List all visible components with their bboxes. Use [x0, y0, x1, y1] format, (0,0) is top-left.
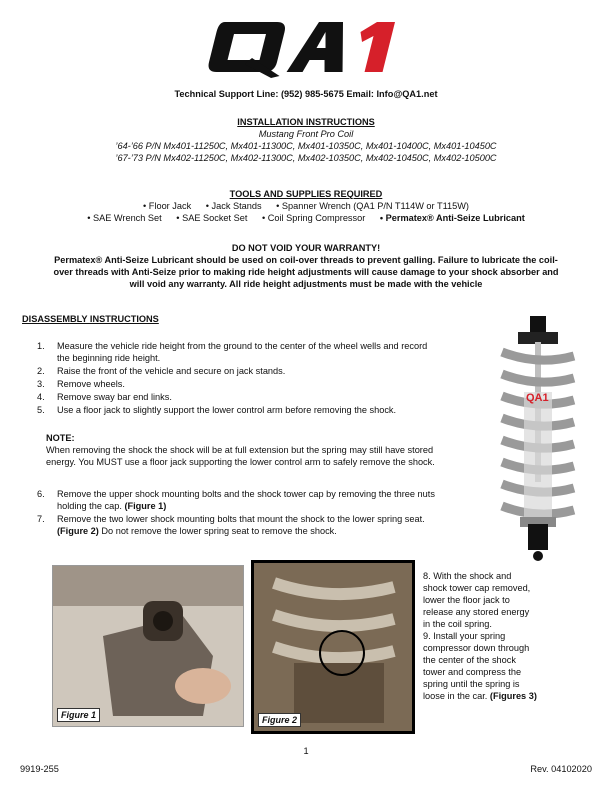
- warranty-section: [0, 242, 612, 290]
- side-step-line: release any stored energy: [423, 607, 530, 617]
- list-item: 4. Remove sway bar end links.: [37, 392, 172, 402]
- side-step-line: shock tower cap removed,: [423, 583, 531, 593]
- qa1-logo: [0, 14, 612, 78]
- steps-list-b: [37, 488, 487, 538]
- warranty-heading: DO NOT VOID YOUR WARRANTY!: [231, 243, 381, 253]
- warranty-text-line: over threads with Anti-Seize prior to making ride height adjustments will cause damage to your shock absorber and: [53, 267, 559, 277]
- tool-item: • Floor Jack: [143, 201, 192, 211]
- product-name: Mustang Front Pro Coil: [258, 129, 354, 139]
- page-number: 1: [303, 746, 309, 756]
- side-step-line: in the coil spring.: [423, 619, 492, 629]
- note-block: [46, 432, 486, 468]
- revision: Rev. 04102020: [530, 764, 592, 774]
- note-text-line: energy. You MUST use a floor jack supporting the lower control arm to safely remove the shock.: [46, 457, 435, 467]
- list-item: 3. Remove wheels.: [37, 379, 125, 389]
- side-step-line: 8. With the shock and: [423, 571, 512, 581]
- shock-qa1-label: QA1: [526, 392, 549, 404]
- figure-1-label: Figure 1: [57, 708, 100, 722]
- side-step-line: spring until the spring is: [423, 679, 520, 689]
- doc-number: 9919-255: [20, 764, 59, 774]
- tool-item: • Spanner Wrench (QA1 P/N T114W or T115W): [276, 201, 469, 211]
- tools-heading: TOOLS AND SUPPLIES REQUIRED: [229, 189, 383, 199]
- installation-heading: INSTALLATION INSTRUCTIONS: [237, 117, 375, 127]
- side-step-line: compressor down through: [423, 643, 530, 653]
- warranty-text-line: will void any warranty. All ride height adjustments must be made with the vehicle: [129, 279, 483, 289]
- tool-item: • Coil Spring Compressor: [262, 213, 366, 223]
- figure-1-photo: [52, 565, 244, 727]
- tools-section: [0, 188, 612, 224]
- installation-section: [0, 116, 612, 164]
- disassembly-heading: DISASSEMBLY INSTRUCTIONS: [22, 314, 159, 324]
- list-item: 2. Raise the front of the vehicle and secure on jack stands.: [37, 366, 286, 376]
- figure-2-photo: [251, 560, 415, 734]
- figure-3-ref: (Figures 3): [489, 691, 537, 701]
- list-item: 7. Remove the two lower shock mounting bolts that mount the shock to the lower spring seat. (Figure 2) Do not remove the lower spring seat to remove the shock.: [37, 514, 425, 536]
- part-numbers-64-66: ’64-’66 P/N Mx401-11250C, Mx401-11300C, Mx401-10350C, Mx401-10400C, Mx401-10450C: [115, 141, 497, 151]
- side-step-line: lower the floor jack to: [423, 595, 510, 605]
- side-step-line: 9. Install your spring: [423, 631, 506, 641]
- note-text-line: When removing the shock the shock will be at full extension but the spring may still have stored: [46, 445, 434, 455]
- list-item: 6. Remove the upper shock mounting bolts and the shock tower cap by removing the three nuts holding the cap. (Figure 1): [37, 489, 435, 511]
- tools-row-1: [0, 200, 612, 212]
- warranty-text-line: Permatex® Anti-Seize Lubricant should be used on coil-over threads to prevent galling. Failure to lubricate the coil-: [54, 255, 558, 265]
- tools-row-2: [0, 212, 612, 224]
- list-item: 5. Use a floor jack to slightly support the lower control arm before removing the shock.: [37, 405, 397, 415]
- figure-2-label: Figure 2: [258, 713, 301, 727]
- part-numbers-67-73: ’67-’73 P/N Mx402-11250C, Mx402-11300C, Mx402-10350C, Mx402-10450C, Mx402-10500C: [115, 153, 497, 163]
- side-steps: [423, 570, 583, 702]
- support-line: Technical Support Line: (952) 985-5675 Email: Info@QA1.net: [174, 89, 438, 99]
- tool-item: • SAE Wrench Set: [87, 213, 162, 223]
- tool-item-lubricant: • Permatex® Anti-Seize Lubricant: [379, 213, 525, 223]
- side-step-line: the center of the shock: [423, 655, 516, 665]
- steps-list-a: [37, 340, 482, 417]
- side-step-line: tower and compress the: [423, 667, 522, 677]
- tool-item: • Jack Stands: [205, 201, 262, 211]
- side-step-line: loose in the car.: [423, 691, 488, 701]
- tool-item: • SAE Socket Set: [176, 213, 248, 223]
- note-heading: NOTE:: [46, 433, 75, 443]
- list-item: 1. Measure the vehicle ride height from the ground to the center of the wheel wells and record the beginning ride height.: [37, 341, 428, 363]
- coilover-shock-image: [488, 312, 588, 562]
